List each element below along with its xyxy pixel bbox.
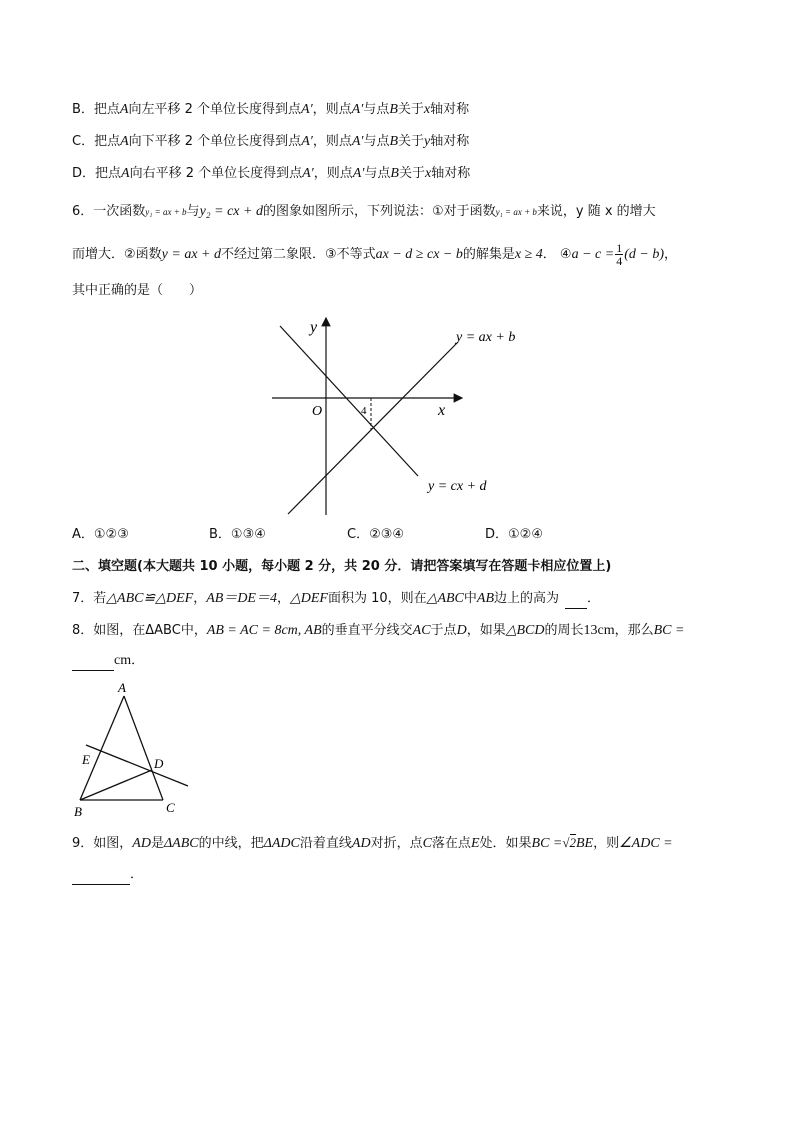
- q6-option-d: D．①②④: [485, 527, 543, 542]
- q9-text-7: 处．如果: [479, 836, 532, 851]
- q8-equation: AB = AC = 8cm, AB: [206, 623, 322, 638]
- axis-name: y: [424, 134, 431, 149]
- q6-line-3: [72, 282, 202, 300]
- option-b: [72, 101, 469, 119]
- axis-name: x: [424, 166, 432, 181]
- q9-text-2: 是: [150, 836, 164, 851]
- unit-cm: cm: [114, 653, 132, 668]
- q6-text-5: 而增大．②函数: [72, 247, 162, 262]
- q9-text-9: ．: [130, 867, 144, 882]
- q6-line-1: [72, 203, 656, 221]
- q6-text: 6．一次函数: [72, 204, 146, 219]
- answer-blank[interactable]: [565, 590, 587, 609]
- formula-y1-2: y₁ = ax + b: [495, 207, 537, 217]
- segment-ac: AC: [412, 623, 431, 638]
- q9-text-8: ，则: [593, 836, 620, 851]
- line-cx-d: [280, 326, 418, 476]
- perimeter-value: 13cm: [583, 623, 615, 638]
- axis-name: x: [423, 102, 431, 117]
- q9-line-1: [72, 834, 673, 853]
- option-c-text-4: 与点: [363, 134, 390, 149]
- option-d: [72, 165, 470, 183]
- q6-text-6: 不经过第二象限．③不等式: [220, 247, 376, 262]
- formula-y2: y₂ = cx + d: [199, 204, 263, 219]
- option-c-text-6: 轴对称: [430, 134, 470, 149]
- radicand: 2: [569, 835, 576, 850]
- point-a: A: [121, 166, 130, 181]
- q6-line-2: [72, 240, 677, 270]
- line1-label: y = ax + b: [456, 330, 516, 345]
- expr-d-b: (d − b): [624, 247, 664, 262]
- fraction-one-quarter: [615, 242, 623, 267]
- side-ac: [124, 696, 163, 800]
- q6-text-8: ． ④: [542, 247, 572, 262]
- function-graph: [260, 312, 560, 522]
- q8-text-4: ，如果: [466, 623, 506, 638]
- segment-be: BE: [576, 836, 594, 851]
- point-e: E: [470, 836, 480, 851]
- inequality: ax − d ≥ cx − b: [375, 247, 463, 262]
- q7-equation: AB＝DE＝4: [206, 591, 277, 606]
- q7-text-4: 面积为 10，则在: [327, 591, 427, 606]
- point-a-prime-2: A′: [351, 134, 364, 149]
- triangle-figure: [70, 680, 210, 820]
- option-d-text: D．把点: [72, 166, 122, 181]
- formula-ax-d: y = ax + d: [161, 247, 221, 262]
- option-b-text-2: 向左平移 2 个单位长度得到点: [128, 102, 302, 117]
- triangle-def: △DEF: [290, 591, 328, 606]
- q7: [72, 590, 600, 609]
- origin-label: O: [312, 404, 323, 419]
- q7-text-3: ，: [276, 591, 290, 606]
- q8-text-7: ．: [131, 653, 145, 668]
- formula-y1: y₁ = ax + b: [145, 207, 187, 217]
- point-c: C: [422, 836, 432, 851]
- answer-blank[interactable]: [72, 866, 130, 885]
- q6-text-2: 与: [186, 204, 200, 219]
- solution-set: x ≥ 4: [514, 247, 543, 262]
- label-c: C: [166, 800, 175, 815]
- q9-text-4: 沿着直线: [299, 836, 352, 851]
- point-b: B: [389, 102, 398, 117]
- triangle-abc: △ABC: [426, 591, 464, 606]
- q6-text-3: 的图象如图所示，下列说法：①对于函数: [262, 204, 496, 219]
- segment-ad-2: AD: [351, 836, 371, 851]
- option-b-text-6: 轴对称: [430, 102, 470, 117]
- x-axis-label: x: [438, 402, 446, 419]
- q8-line-2: [72, 652, 144, 671]
- q8-text-5: 的周长: [544, 623, 584, 638]
- segment-bc: BC =: [531, 836, 563, 851]
- q7-text-7: ．: [587, 591, 601, 606]
- q9-text: 9．如图，: [72, 836, 133, 851]
- sqrt-expression: [562, 834, 576, 850]
- point-a-prime: A′: [302, 166, 314, 181]
- point-b: B: [389, 134, 399, 149]
- point-a-prime: A′: [301, 102, 313, 117]
- q9-text-3: 的中线，把: [198, 836, 264, 851]
- q8-line-1: [72, 622, 684, 640]
- label-e: E: [82, 752, 90, 767]
- triangle-bcd: △BCD: [505, 623, 545, 638]
- option-d-text-3: ，则点: [313, 166, 353, 181]
- q6-text-9: ，: [663, 247, 677, 262]
- option-d-text-5: 关于: [398, 166, 425, 181]
- option-b-text-4: 与点: [363, 102, 390, 117]
- triangle-abc: ΔABC: [163, 836, 199, 851]
- point-a-prime-2: A′: [352, 166, 365, 181]
- point-a: A: [119, 102, 129, 117]
- answer-blank[interactable]: [72, 652, 114, 671]
- point-a-prime: A′: [301, 134, 313, 149]
- fraction-numerator: 1: [616, 241, 623, 255]
- tick-label: 4: [361, 405, 367, 417]
- q6-text-7: 的解集是: [462, 247, 515, 262]
- section-heading: [72, 558, 611, 576]
- option-c-text-3: ，则点: [312, 134, 352, 149]
- y-axis-label: y: [310, 319, 318, 336]
- option-c-text-5: 关于: [398, 134, 425, 149]
- option-d-text-2: 向右平移 2 个单位长度得到点: [129, 166, 303, 181]
- option-d-text-6: 轴对称: [431, 166, 471, 181]
- sqrt-sign: √: [562, 835, 570, 850]
- q9-text-6: 落在点: [431, 836, 471, 851]
- q8-text: 8．如图，在ΔABC中，: [72, 623, 207, 638]
- q8-text-6: ，那么: [614, 623, 654, 638]
- point-d: D: [456, 623, 467, 638]
- q8-text-2: 的垂直平分线交: [321, 623, 413, 638]
- q7-text-2: ，: [193, 591, 207, 606]
- option-c-text-2: 向下平移 2 个单位长度得到点: [128, 134, 302, 149]
- q9-text-5: 对折，点: [370, 836, 423, 851]
- q8-text-3: 于点: [430, 623, 457, 638]
- point-b: B: [390, 166, 399, 181]
- q6-option-b: B．①③④: [209, 527, 266, 542]
- point-a-prime-2: A′: [351, 102, 364, 117]
- triangle-adc: ΔADC: [263, 836, 300, 851]
- fraction-denominator: 4: [616, 254, 623, 268]
- option-b-text-5: 关于: [397, 102, 424, 117]
- option-b-text: B．把点: [72, 102, 120, 117]
- segment-bc: BC =: [653, 623, 685, 638]
- q6-text-4: 来说，y 随 x 的增大: [536, 204, 656, 219]
- section-heading-text: 二、填空题(本大题共 10 小题，每小题 2 分，共 20 分．请把答案填写在答题卡相应位置上): [72, 559, 612, 574]
- label-d: D: [154, 756, 164, 771]
- angle-adc: ∠ADC =: [619, 836, 673, 851]
- q6-option-a: A．①②③: [72, 527, 129, 542]
- congruence: △ABC≌△DEF: [106, 591, 194, 606]
- segment-ad: AD: [132, 836, 151, 851]
- label-b: B: [74, 804, 82, 819]
- q7-text: 7．若: [72, 591, 107, 606]
- segment-ab: AB: [476, 591, 495, 606]
- q9-line-2: [72, 866, 143, 885]
- q6-option-c: C．②③④: [347, 527, 405, 542]
- q7-text-5: 中: [463, 591, 477, 606]
- option-b-text-3: ，则点: [312, 102, 352, 117]
- option-d-text-4: 与点: [364, 166, 391, 181]
- q7-text-6: 边上的高为: [494, 591, 560, 606]
- label-a: A: [118, 680, 126, 695]
- option-c: [72, 133, 469, 151]
- line2-label: y = cx + d: [428, 479, 487, 494]
- expr-a-c: a − c =: [571, 247, 615, 262]
- point-a: A: [120, 134, 129, 149]
- option-c-text: C．把点: [72, 134, 121, 149]
- perpendicular-bisector: [86, 745, 188, 786]
- q6-prompt: 其中正确的是（ ）: [72, 283, 203, 298]
